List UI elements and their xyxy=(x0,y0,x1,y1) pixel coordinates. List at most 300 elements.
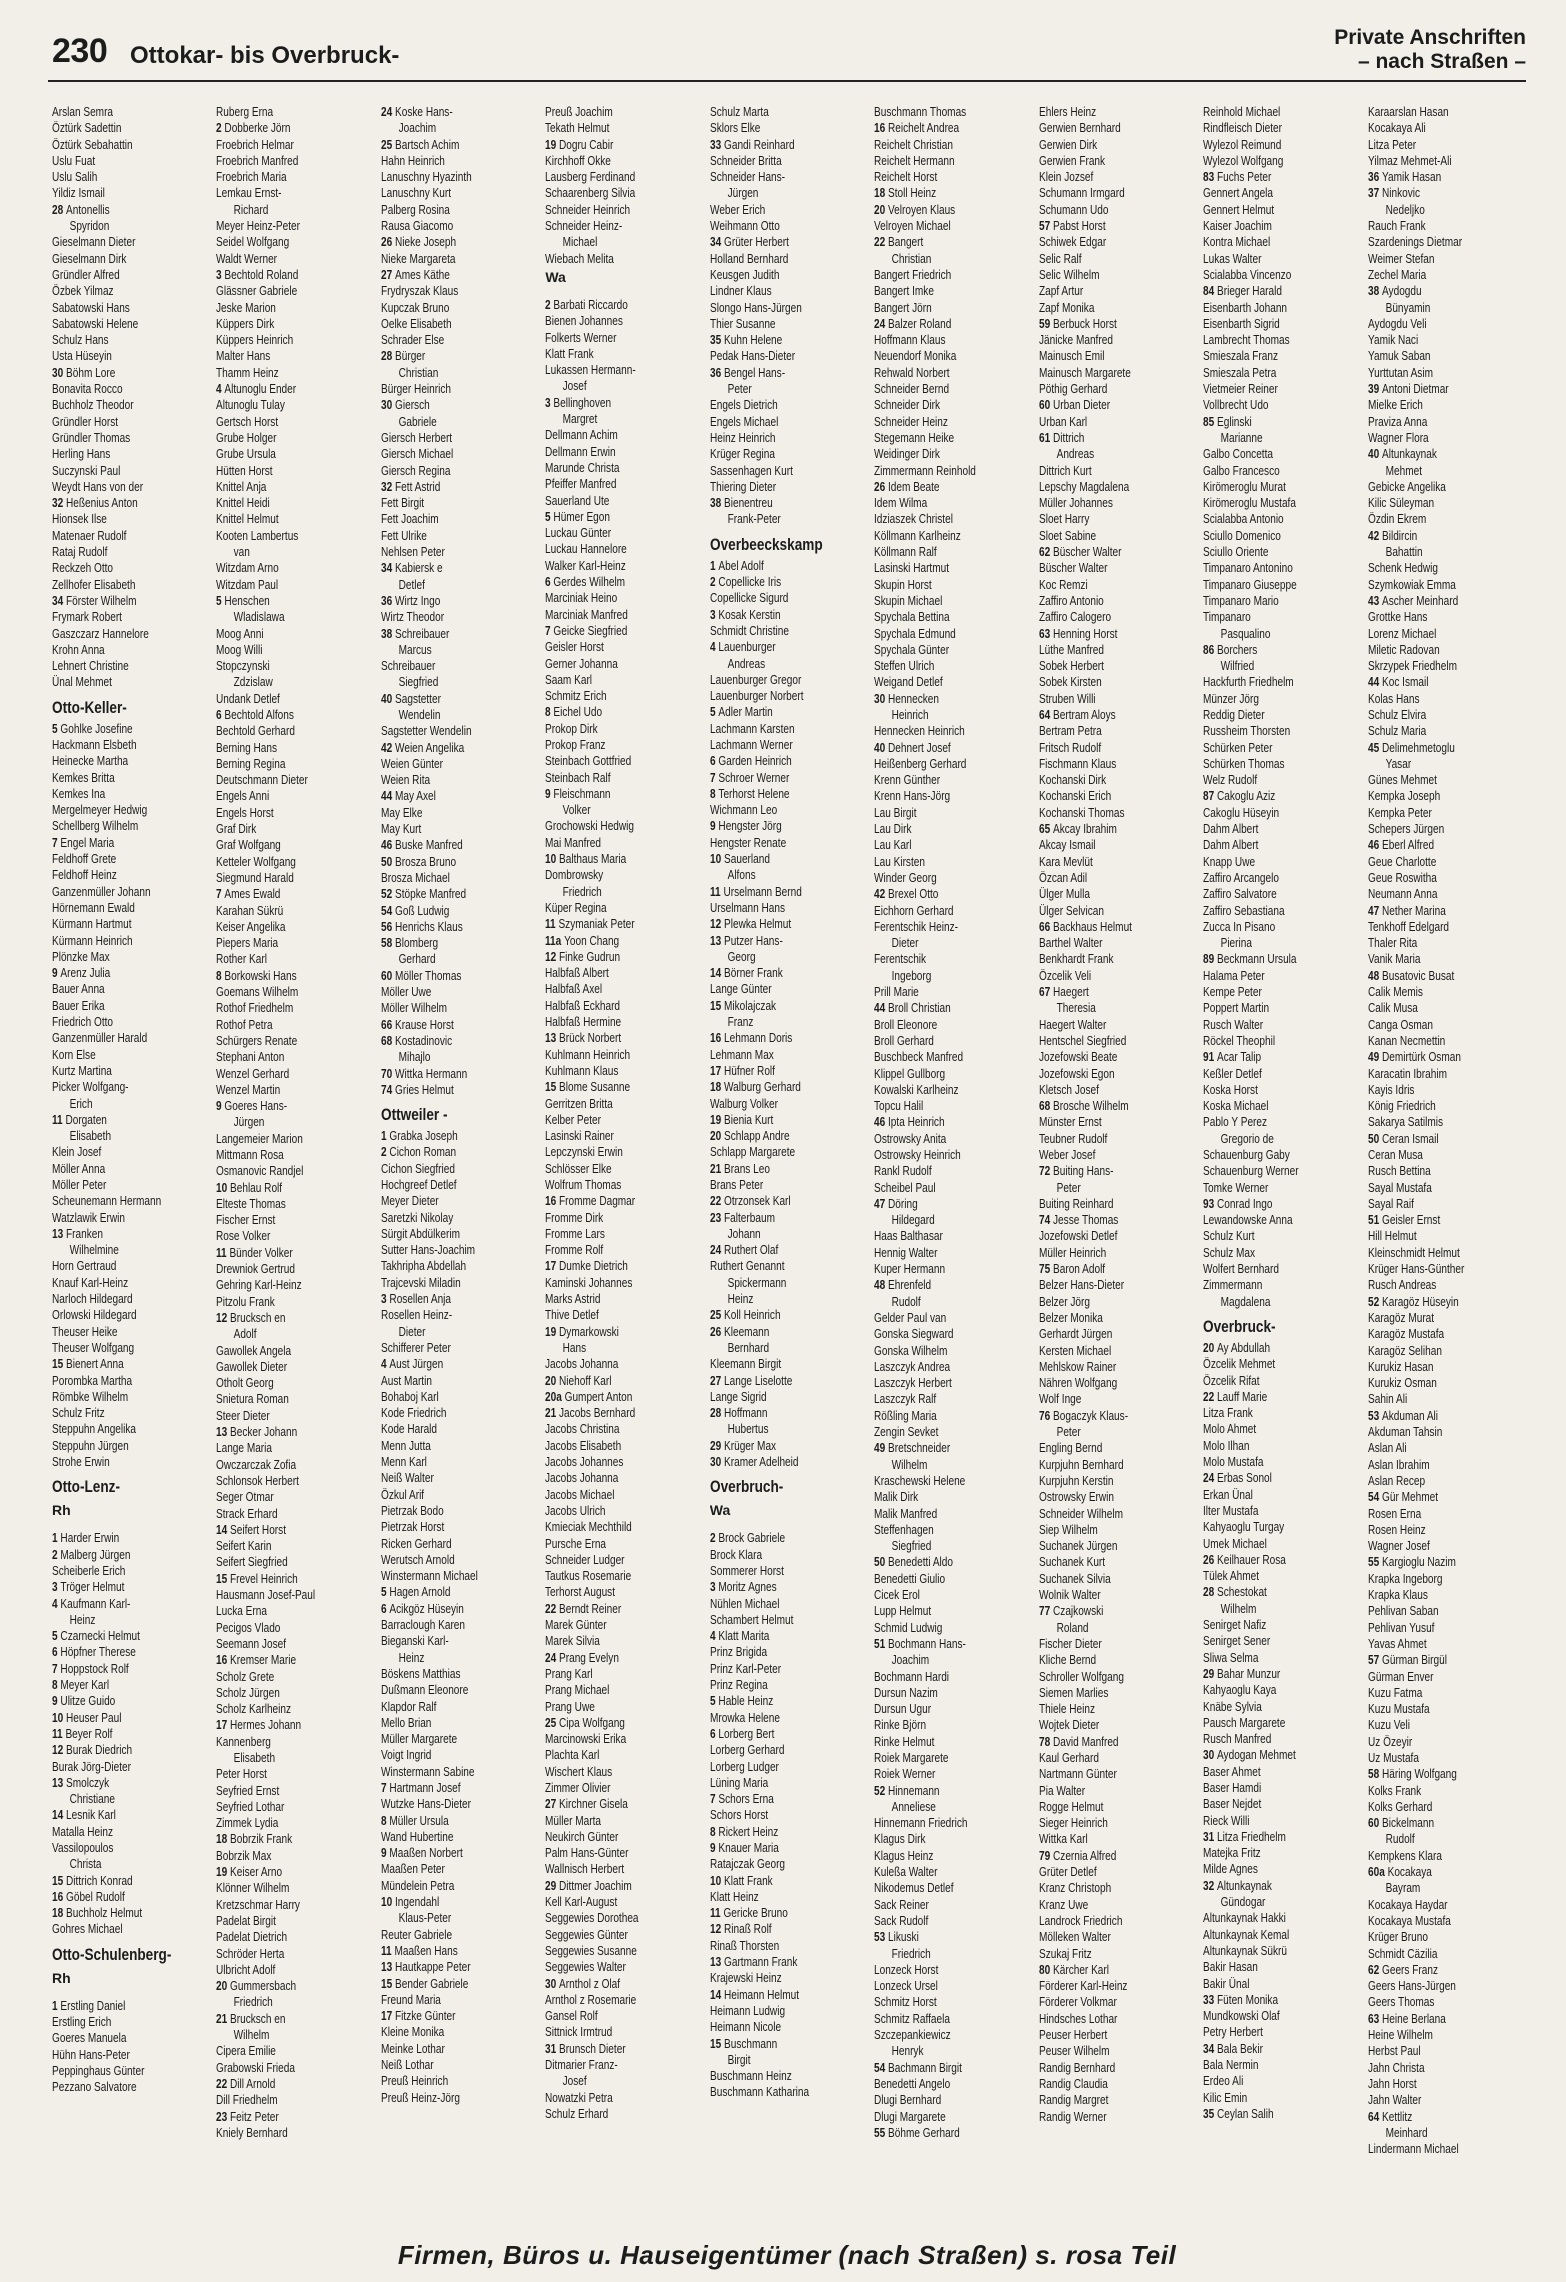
resident-entry: 26 Kleemann xyxy=(709,1324,770,1339)
resident-entry: Gieselmann Dirk xyxy=(52,251,127,266)
house-number: 38 xyxy=(709,496,724,511)
resident-entry: 43 Ascher Meinhard xyxy=(1367,593,1458,608)
resident-entry: Narloch Hildegard xyxy=(52,1292,133,1307)
resident-entry: 36 Bengel Hans- xyxy=(709,365,785,380)
house-number: 29 xyxy=(545,1878,560,1893)
resident-entry: Strohe Erwin xyxy=(52,1455,110,1470)
resident-entry: Umek Michael xyxy=(1203,1536,1267,1551)
entry-continuation: Theresia xyxy=(1056,1001,1096,1016)
resident-entry: Lonzeck Horst xyxy=(874,1962,939,1977)
resident-entry: Weidinger Dirk xyxy=(874,447,941,462)
entry-continuation: Rudolf xyxy=(891,1294,921,1309)
resident-entry: Meyer Dieter xyxy=(380,1194,439,1209)
resident-entry: 36 Wirtz Ingo xyxy=(380,593,441,608)
section-label-line1: Private Anschriften xyxy=(1334,26,1526,49)
resident-entry: Sieger Heinrich xyxy=(1038,1816,1108,1831)
house-number: 6 xyxy=(709,754,719,769)
resident-entry: 12 Burak Diedrich xyxy=(52,1743,133,1758)
resident-entry: Grochowski Hedwig xyxy=(545,819,635,834)
resident-entry: Thive Detlef xyxy=(545,1308,600,1323)
house-number: 46 xyxy=(380,838,395,853)
resident-entry: Kara Mevlüt xyxy=(1038,854,1093,869)
resident-entry: Schellberg Wilhelm xyxy=(52,819,139,834)
resident-entry: Rothof Petra xyxy=(216,1017,274,1032)
house-number: 20 xyxy=(216,1979,231,1994)
resident-entry: 27 Lange Liselotte xyxy=(709,1373,793,1388)
resident-entry: Preuß Joachim xyxy=(545,105,614,119)
resident-entry: Hindsches Lothar xyxy=(1038,2011,1118,2026)
resident-entry: Urban Karl xyxy=(1038,414,1087,429)
resident-entry: 8 Müller Ursula xyxy=(380,1813,449,1828)
resident-entry: Buschmann Thomas xyxy=(874,105,967,119)
resident-entry: Krüger Hans-Günther xyxy=(1367,1262,1464,1277)
resident-entry: Schmitz Erich xyxy=(545,689,607,704)
resident-entry: Lorberg Gerhard xyxy=(709,1743,785,1758)
resident-entry: Kurtz Martina xyxy=(52,1063,112,1078)
resident-entry: Rusch Andreas xyxy=(1367,1278,1436,1293)
resident-entry: Küper Regina xyxy=(545,900,607,915)
resident-entry: 46 Buske Manfred xyxy=(380,838,463,853)
resident-entry: Maaßen Peter xyxy=(380,1862,445,1877)
resident-entry: Schürgers Renate xyxy=(216,1033,298,1048)
house-number: 5 xyxy=(380,1585,390,1600)
resident-entry: Nehlsen Peter xyxy=(380,545,445,560)
house-number: 49 xyxy=(1367,1050,1382,1065)
resident-entry: Seyfried Lothar xyxy=(216,1799,285,1814)
resident-entry: Scholz Grete xyxy=(216,1669,275,1684)
resident-entry: Neiß Walter xyxy=(380,1471,434,1486)
resident-entry: Kuhlmann Klaus xyxy=(545,1063,619,1078)
resident-entry: 12 Plewka Helmut xyxy=(709,917,791,932)
resident-entry: Zimmermann xyxy=(1203,1278,1263,1293)
house-number: 17 xyxy=(216,1718,231,1733)
street-heading: Otto-Lenz- xyxy=(52,1477,120,1497)
house-number: 59 xyxy=(1038,316,1053,331)
resident-entry: Russheim Thorsten xyxy=(1203,724,1291,739)
resident-entry: Steppuhn Jürgen xyxy=(52,1438,129,1453)
resident-entry: Padelat Birgit xyxy=(216,1913,277,1928)
resident-entry: Krüger Bruno xyxy=(1367,1930,1428,1945)
resident-entry: Fischmann Klaus xyxy=(1038,756,1116,771)
house-number: 32 xyxy=(1203,1878,1218,1893)
resident-entry: 13 Brück Norbert xyxy=(545,1031,622,1046)
resident-entry: 32 Heßenius Anton xyxy=(52,496,138,511)
resident-entry: 10 Balthaus Maria xyxy=(545,852,627,867)
entry-continuation: Spickermann xyxy=(727,1275,787,1290)
resident-entry: Knittel Heidi xyxy=(216,496,271,511)
resident-entry: Cichon Siegfried xyxy=(380,1161,455,1176)
resident-entry: Lanuschny Hyazinth xyxy=(380,170,472,185)
resident-entry: Moog Anni xyxy=(216,626,265,641)
resident-entry: Kuhlmann Heinrich xyxy=(545,1047,631,1062)
house-number: 3 xyxy=(380,1292,390,1307)
resident-entry: Bohaboj Karl xyxy=(380,1389,439,1404)
resident-entry: Altunkaynak Sükrü xyxy=(1203,1943,1288,1958)
resident-entry: Schrader Else xyxy=(380,333,445,348)
resident-entry: Kupczak Bruno xyxy=(380,300,450,315)
resident-entry: Suczynski Paul xyxy=(52,463,121,478)
resident-entry: Altunoglu Tulay xyxy=(216,398,286,413)
resident-entry: Randig Claudia xyxy=(1038,2076,1108,2091)
entry-continuation: Friedrich xyxy=(234,1995,274,2010)
resident-entry: Neiß Lothar xyxy=(380,2058,434,2073)
house-number: 14 xyxy=(216,1522,231,1537)
resident-entry: Kaminski Johannes xyxy=(545,1275,633,1290)
resident-entry: 64 Kettlitz xyxy=(1367,2109,1412,2124)
page-title: Ottokar- bis Overbruck- xyxy=(130,42,400,69)
resident-entry: Reuter Gabriele xyxy=(380,1927,452,1942)
resident-entry: Aslan Recep xyxy=(1367,1473,1425,1488)
resident-entry: Otholt Georg xyxy=(216,1376,275,1391)
resident-entry: 52 Stöpke Manfred xyxy=(380,887,467,902)
resident-entry: Bertram Petra xyxy=(1038,724,1102,739)
house-number: 12 xyxy=(52,1743,67,1758)
house-number: 78 xyxy=(1038,1734,1053,1749)
resident-entry: Sciullo Domenico xyxy=(1203,528,1281,543)
resident-entry: Ostrowsky Erwin xyxy=(1038,1490,1114,1505)
resident-entry: Keßler Detlef xyxy=(1203,1066,1262,1081)
resident-entry: Bala Nermin xyxy=(1203,2058,1259,2073)
house-number: 10 xyxy=(545,852,560,867)
resident-entry: Goemans Wilhelm xyxy=(216,985,299,1000)
resident-entry: Winstermann Michael xyxy=(380,1569,478,1584)
resident-entry: 66 Krause Horst xyxy=(380,1017,454,1032)
resident-entry: Tautkus Rosemarie xyxy=(545,1569,632,1584)
resident-entry: Reinhold Michael xyxy=(1203,105,1281,119)
house-number: 52 xyxy=(1367,1294,1382,1309)
house-number: 9 xyxy=(380,1846,390,1861)
resident-entry: Gaszczarz Hannelore xyxy=(52,626,149,641)
entry-continuation: Christian xyxy=(398,365,439,380)
resident-entry: 46 Eberl Alfred xyxy=(1367,838,1434,853)
resident-entry: 5 Adler Martin xyxy=(709,705,773,720)
resident-entry: 74 Jesse Thomas xyxy=(1038,1213,1118,1228)
entry-continuation: Anneliese xyxy=(891,1799,937,1814)
resident-entry: 5 Czarnecki Helmut xyxy=(52,1629,140,1644)
resident-entry: Geue Roswitha xyxy=(1367,870,1437,885)
resident-entry: Kaiser Joachim xyxy=(1203,219,1272,234)
resident-entry: 31 Litza Friedhelm xyxy=(1203,1829,1286,1844)
resident-entry: Keusgen Judith xyxy=(709,267,780,282)
house-number: 16 xyxy=(874,121,889,136)
resident-entry: Spychala Edmund xyxy=(874,626,956,641)
house-number: 54 xyxy=(1367,1490,1382,1505)
resident-entry: Kirömeroglu Murat xyxy=(1203,479,1286,494)
resident-entry: Stegemann Heike xyxy=(874,430,955,445)
resident-entry: 35 Ceylan Salih xyxy=(1203,2106,1274,2121)
resident-entry: Schulz Marta xyxy=(709,105,769,119)
resident-entry: Kode Friedrich xyxy=(380,1406,447,1421)
house-number: 50 xyxy=(380,854,395,869)
resident-entry: Ulbricht Adolf xyxy=(216,1962,276,1977)
resident-entry: 9 Knauer Maria xyxy=(709,1840,779,1855)
resident-entry: Schauenburg Werner xyxy=(1203,1164,1299,1179)
resident-entry: Prinz Karl-Peter xyxy=(709,1661,781,1676)
resident-entry: Akduman Tahsin xyxy=(1367,1425,1442,1440)
resident-entry: Kochanski Thomas xyxy=(1038,805,1125,820)
resident-entry: Engling Bernd xyxy=(1038,1441,1102,1456)
resident-entry: Neukirch Günter xyxy=(545,1829,619,1844)
resident-entry: Schambert Helmut xyxy=(709,1612,794,1627)
street-heading: Ottweiler - xyxy=(380,1105,448,1125)
resident-entry: Trajcevski Miladin xyxy=(380,1275,461,1290)
resident-entry: 3 Moritz Agnes xyxy=(709,1580,777,1595)
resident-entry: Lachmann Karsten xyxy=(709,721,795,736)
house-number: 15 xyxy=(52,1357,67,1372)
resident-entry: Uz Mustafa xyxy=(1367,1750,1419,1765)
directory-column xyxy=(1368,104,1526,2240)
resident-entry: Knäbe Sylvia xyxy=(1203,1699,1262,1714)
resident-entry: 5 Hable Heinz xyxy=(709,1694,774,1709)
resident-entry: Weimer Stefan xyxy=(1367,251,1434,266)
resident-entry: Zaffiro Salvatore xyxy=(1203,887,1277,902)
resident-entry: Skupin Horst xyxy=(874,577,932,592)
resident-entry: Zengin Sevket xyxy=(874,1425,939,1440)
resident-entry: Vietmeier Reiner xyxy=(1203,382,1278,397)
resident-entry: Öztürk Sadettin xyxy=(52,121,122,136)
resident-entry: Scholz Jürgen xyxy=(216,1685,281,1700)
resident-entry: 13 Smolczyk xyxy=(52,1775,110,1790)
resident-entry: Timpanaro Giuseppe xyxy=(1203,577,1297,592)
resident-entry: 1 Abel Adolf xyxy=(709,558,764,573)
resident-entry: Kempkens Klara xyxy=(1367,1848,1442,1863)
resident-entry: Keiser Angelika xyxy=(216,919,286,934)
house-number: 35 xyxy=(1203,2106,1218,2121)
resident-entry: Winstermann Sabine xyxy=(380,1764,475,1779)
entry-continuation: Alfons xyxy=(727,868,756,883)
resident-entry: Özcelik Mehmet xyxy=(1203,1357,1276,1372)
resident-entry: Schneider Heinz- xyxy=(545,219,623,234)
resident-entry: Mrowka Helene xyxy=(709,1710,780,1725)
house-number: 10 xyxy=(709,1873,724,1888)
resident-entry: Barraclough Karen xyxy=(380,1618,465,1633)
resident-entry: Nähren Wolfgang xyxy=(1038,1376,1117,1391)
house-number: 38 xyxy=(380,626,395,641)
resident-entry: Krenn Hans-Jörg xyxy=(874,789,951,804)
house-number: 18 xyxy=(874,186,889,201)
house-number: 79 xyxy=(1038,1848,1053,1863)
resident-entry: 50 Brosza Bruno xyxy=(380,854,456,869)
resident-entry: Laszczyk Ralf xyxy=(874,1392,937,1407)
resident-entry: Gerwien Frank xyxy=(1038,153,1105,168)
resident-entry: Yavas Ahmet xyxy=(1367,1636,1427,1651)
resident-entry: Glässner Gabriele xyxy=(216,284,298,299)
resident-entry: Osmanovic Randjel xyxy=(216,1164,304,1179)
resident-entry: Zimmer Olivier xyxy=(545,1780,611,1795)
resident-entry: 34 Förster Wilhelm xyxy=(52,593,137,608)
resident-entry: Eichhorn Gerhard xyxy=(874,903,954,918)
entry-continuation: Jürgen xyxy=(727,186,759,201)
resident-entry: Rausa Giacomo xyxy=(380,219,454,234)
house-number: 42 xyxy=(1367,528,1382,543)
resident-entry: Kahyaoglu Turgay xyxy=(1203,1520,1285,1535)
resident-entry: 12 Rinaß Rolf xyxy=(709,1922,772,1937)
house-number: 18 xyxy=(52,1906,67,1921)
resident-entry: Klatt Heinz xyxy=(709,1889,759,1904)
resident-entry: Jacobs Christina xyxy=(545,1422,620,1437)
resident-entry: Kirchhoff Okke xyxy=(545,153,612,168)
resident-entry: Skupin Michael xyxy=(874,593,943,608)
entry-continuation: Wilhelm xyxy=(1220,1601,1257,1616)
resident-entry: 42 Bildircin xyxy=(1367,528,1417,543)
house-number: 42 xyxy=(380,740,395,755)
resident-entry: Schneider Heinz xyxy=(874,414,949,429)
resident-entry: 38 Aydogdu xyxy=(1367,284,1422,299)
directory-columns xyxy=(52,104,1526,2240)
resident-entry: 18 Bobrzik Frank xyxy=(216,1832,293,1847)
house-number: 66 xyxy=(1038,919,1053,934)
resident-entry: Förderer Karl-Heinz xyxy=(1038,1979,1128,1994)
resident-entry: Gelder Paul van xyxy=(874,1310,947,1325)
resident-entry: Sobek Herbert xyxy=(1038,659,1104,674)
resident-entry: 68 Brosche Wilhelm xyxy=(1038,1099,1129,1114)
entry-continuation: Pierina xyxy=(1220,936,1253,951)
resident-entry: 20a Gumpert Anton xyxy=(545,1389,633,1404)
resident-entry: Theuser Heike xyxy=(52,1324,118,1339)
resident-entry: 3 Rosellen Anja xyxy=(380,1292,451,1307)
resident-entry: Stopczynski xyxy=(216,659,271,674)
house-number: 47 xyxy=(874,1196,889,1211)
resident-entry: Hackmann Elsbeth xyxy=(52,737,137,752)
resident-entry: Schneider Wilhelm xyxy=(1038,1506,1123,1521)
resident-entry: 70 Wittka Hermann xyxy=(380,1066,468,1081)
resident-entry: 68 Kostadinovic xyxy=(380,1033,453,1048)
resident-entry: Lasinski Rainer xyxy=(545,1129,615,1144)
resident-entry: 8 Meyer Karl xyxy=(52,1678,110,1693)
resident-entry: Hütten Horst xyxy=(216,463,273,478)
entry-continuation: Klaus-Peter xyxy=(398,1911,452,1926)
directory-column xyxy=(381,104,539,2240)
resident-entry: 11 Maaßen Hans xyxy=(380,1943,458,1958)
resident-entry: Gieselmann Dieter xyxy=(52,235,136,250)
resident-entry: Lindner Klaus xyxy=(709,284,772,299)
house-number: 34 xyxy=(1203,2041,1218,2056)
resident-entry: Wirtz Theodor xyxy=(380,610,444,625)
resident-entry: Sayal Mustafa xyxy=(1367,1180,1432,1195)
resident-entry: 91 Acar Talip xyxy=(1203,1050,1262,1065)
resident-entry: Schneider Britta xyxy=(709,153,782,168)
resident-entry: Ganzenmüller Johann xyxy=(52,884,151,899)
resident-entry: Pia Walter xyxy=(1038,1783,1085,1798)
resident-entry: 38 Bienentreu xyxy=(709,496,773,511)
house-number: 24 xyxy=(545,1650,560,1665)
resident-entry: 86 Borchers xyxy=(1203,642,1258,657)
resident-entry: 54 Bachmann Birgit xyxy=(874,2060,963,2075)
resident-entry: 30 Aydogan Mehmet xyxy=(1203,1748,1296,1763)
resident-entry: Wolnik Walter xyxy=(1038,1588,1101,1603)
directory-column xyxy=(1039,104,1197,2240)
resident-entry: 6 Bechtold Alfons xyxy=(216,707,295,722)
resident-entry: Lau Kirsten xyxy=(874,854,926,869)
resident-entry: 62 Büscher Walter xyxy=(1038,545,1122,560)
resident-entry: 32 Altunkaynak xyxy=(1203,1878,1272,1893)
resident-entry: Hennig Walter xyxy=(874,1245,938,1260)
resident-entry: Steinbach Gottfried xyxy=(545,754,632,769)
resident-entry: Lange Günter xyxy=(709,982,772,997)
resident-entry: Benedetti Angelo xyxy=(874,2076,951,2091)
house-number: 19 xyxy=(545,1324,560,1339)
house-number: 21 xyxy=(709,1161,724,1176)
resident-entry: Engels Dietrich xyxy=(709,398,778,413)
resident-entry: Schumann Irmgard xyxy=(1038,186,1125,201)
resident-entry: Feldhoff Grete xyxy=(52,852,117,867)
resident-entry: Lepschy Magdalena xyxy=(1038,479,1129,494)
house-number: 54 xyxy=(380,903,395,918)
resident-entry: Stephani Anton xyxy=(216,1050,285,1065)
resident-entry: Topcu Halil xyxy=(874,1099,924,1114)
resident-entry: 28 Schestokat xyxy=(1203,1585,1267,1600)
resident-entry: Laszczyk Andrea xyxy=(874,1359,951,1374)
resident-entry: Belzer Monika xyxy=(1038,1310,1103,1325)
resident-entry: Mehlskow Rainer xyxy=(1038,1359,1116,1374)
house-number: 32 xyxy=(380,479,395,494)
resident-entry: 55 Kargioglu Nazim xyxy=(1367,1555,1456,1570)
resident-entry: Szukaj Fritz xyxy=(1038,1946,1092,1961)
resident-entry: Bakir Ünal xyxy=(1203,1976,1250,1991)
resident-entry: 8 Borkowski Hans xyxy=(216,968,298,983)
resident-entry: Seifert Karin xyxy=(216,1539,272,1554)
entry-continuation: Wladislawa xyxy=(234,610,285,625)
resident-entry: Pehlivan Saban xyxy=(1367,1604,1439,1619)
resident-entry: Calik Musa xyxy=(1367,1001,1418,1016)
resident-entry: Gründler Horst xyxy=(52,414,119,429)
resident-entry: Wichmann Leo xyxy=(709,803,777,818)
house-number: 22 xyxy=(545,1601,560,1616)
resident-entry: Mai Manfred xyxy=(545,835,602,850)
house-number: 7 xyxy=(709,1792,719,1807)
resident-entry: Goeres Manuela xyxy=(52,2031,127,2046)
resident-entry: Herling Hans xyxy=(52,447,111,462)
resident-entry: Steinbach Ralf xyxy=(545,770,611,785)
entry-continuation: Bahattin xyxy=(1385,545,1423,560)
resident-entry: 84 Brieger Harald xyxy=(1203,284,1283,299)
resident-entry: May Elke xyxy=(380,805,423,820)
resident-entry: 27 Ames Käthe xyxy=(380,267,450,282)
resident-entry: Rusch Manfred xyxy=(1203,1732,1272,1747)
resident-entry: Petry Herbert xyxy=(1203,2025,1263,2040)
resident-entry: Thiele Heinz xyxy=(1038,1702,1095,1717)
resident-entry: Grottke Hans xyxy=(1367,610,1427,625)
resident-entry: Zimmek Lydia xyxy=(216,1816,279,1831)
resident-entry: 67 Haegert xyxy=(1038,985,1089,1000)
resident-entry: Özcelik Veli xyxy=(1038,968,1091,983)
house-number: 19 xyxy=(545,137,560,152)
resident-entry: 29 Dittmer Joachim xyxy=(545,1878,633,1893)
resident-entry: Hill Helmut xyxy=(1367,1229,1417,1244)
resident-entry: Schmitz Horst xyxy=(874,1995,937,2010)
entry-continuation: Margret xyxy=(562,412,598,427)
resident-entry: Kannenberg xyxy=(216,1734,272,1749)
resident-entry: 33 Gandi Reinhard xyxy=(709,137,795,152)
resident-entry: Lonzeck Ursel xyxy=(874,1979,939,1994)
resident-entry: Wolf Inge xyxy=(1038,1392,1082,1407)
resident-entry: Lausberg Ferdinand xyxy=(545,170,636,185)
resident-entry: Baser Nejdet xyxy=(1203,1797,1262,1812)
resident-entry: Gonska Siegward xyxy=(874,1327,954,1342)
house-number: 68 xyxy=(380,1033,395,1048)
entry-continuation: Gündogar xyxy=(1220,1895,1266,1910)
resident-entry: Yurttutan Asim xyxy=(1367,365,1433,380)
resident-entry: Smieszala Franz xyxy=(1203,349,1279,364)
resident-entry: Cakoglu Hüseyin xyxy=(1203,805,1280,820)
house-number: 15 xyxy=(709,998,724,1013)
resident-entry: Berning Regina xyxy=(216,756,286,771)
resident-entry: Halbfaß Axel xyxy=(545,982,603,997)
resident-entry: 19 Dogru Cabir xyxy=(545,137,614,152)
resident-entry: Galbo Francesco xyxy=(1203,463,1280,478)
entry-continuation: Erich xyxy=(69,1096,93,1111)
resident-entry: 11 Szymaniak Peter xyxy=(545,917,635,932)
